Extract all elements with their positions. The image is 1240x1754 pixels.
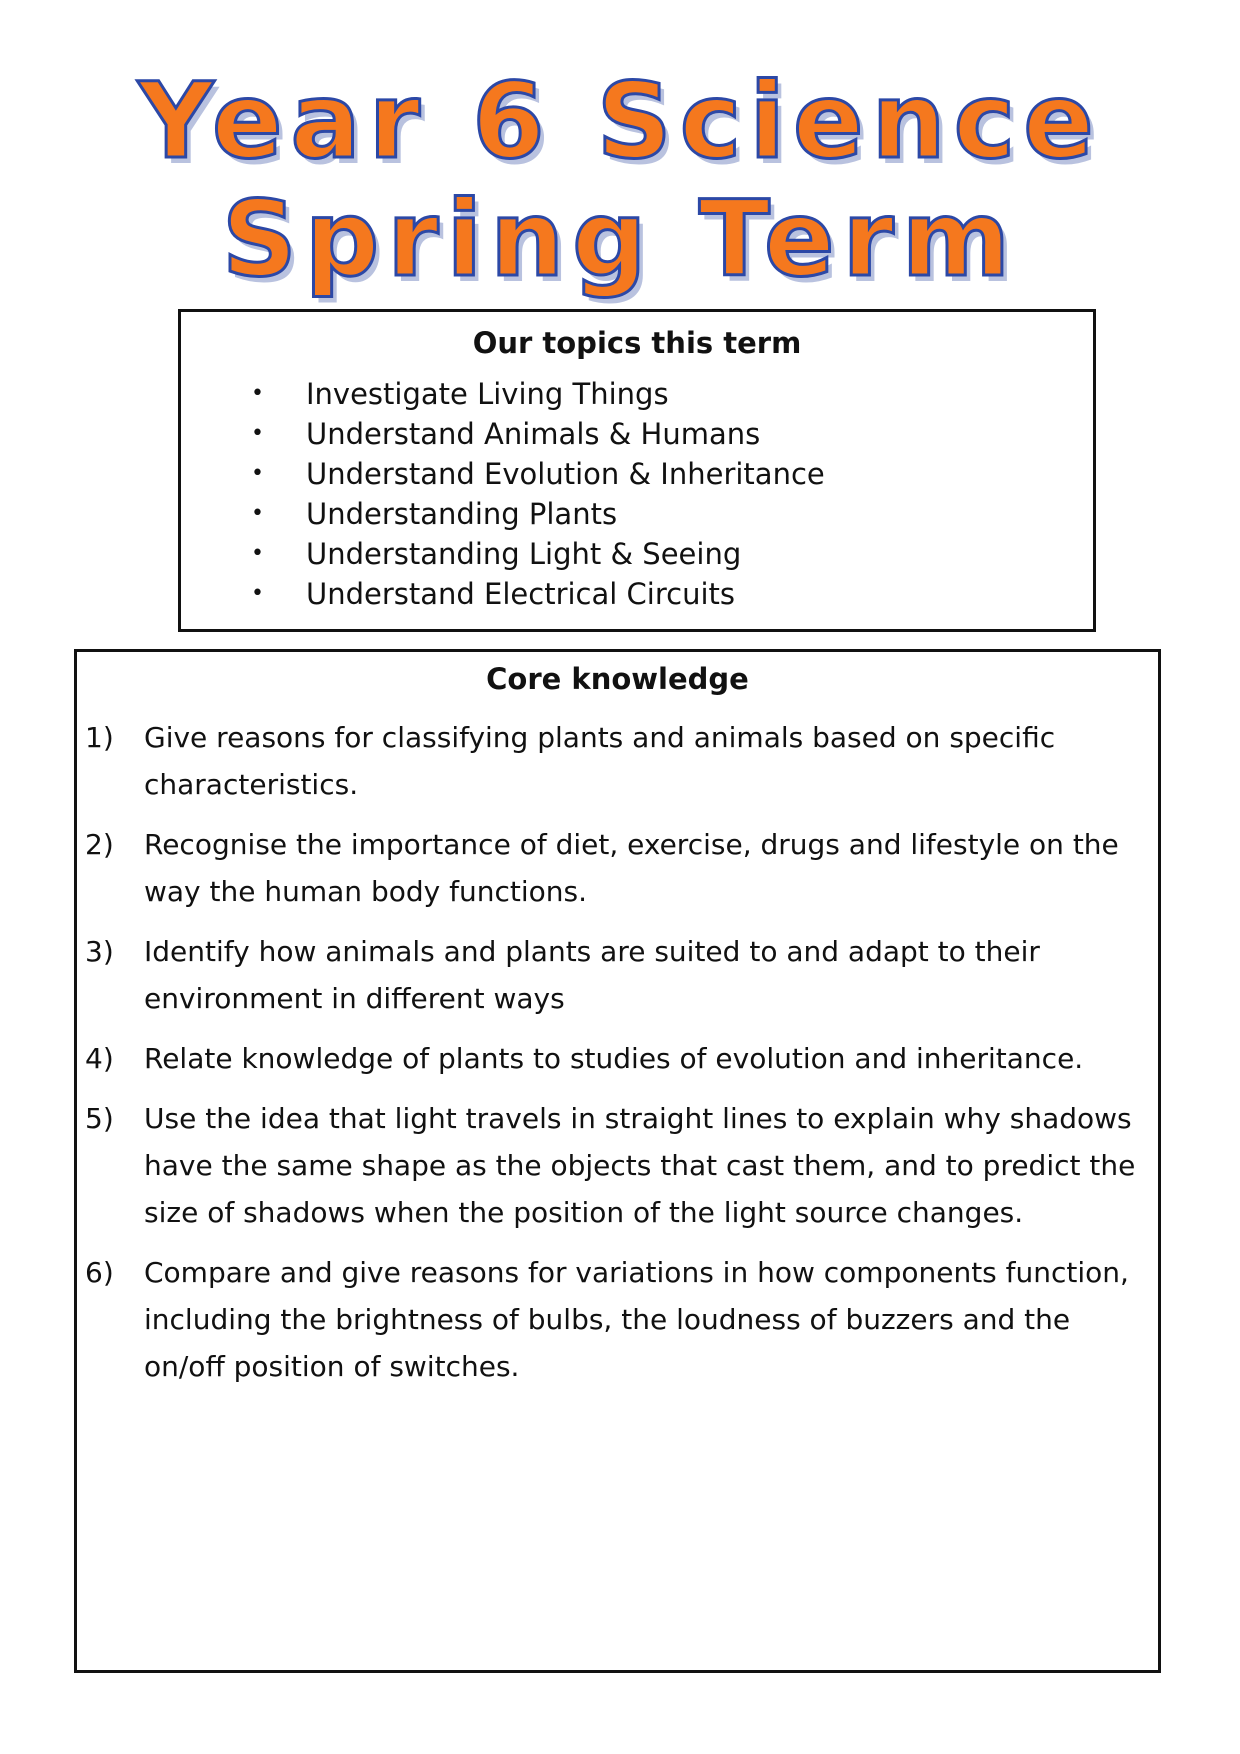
core-knowledge-box bbox=[74, 649, 1161, 1673]
bullet-icon: • bbox=[251, 541, 264, 566]
page-title bbox=[0, 62, 1240, 298]
topics-box bbox=[178, 309, 1096, 632]
list-item bbox=[77, 1035, 1158, 1082]
item-number: 1) bbox=[85, 721, 114, 754]
topics-heading: Our topics this term bbox=[472, 326, 802, 360]
item-text: Relate knowledge of plants to studies of evolution and inheritance. bbox=[144, 1042, 1084, 1075]
topic-text: Understanding Plants bbox=[306, 497, 618, 531]
list-item bbox=[77, 1095, 1158, 1236]
list-item bbox=[77, 928, 1158, 1022]
title-line-1: Year 6 Science bbox=[138, 60, 1102, 182]
bullet-icon: • bbox=[251, 381, 264, 406]
list-item bbox=[181, 454, 1093, 494]
item-text: Use the idea that light travels in straight lines to explain why shadows have the same shape as the objects that cast them, and to predict the size of shadows when the position of the light source changes. bbox=[144, 1102, 1136, 1229]
topic-text: Investigate Living Things bbox=[306, 377, 669, 411]
list-item bbox=[181, 574, 1093, 614]
item-number: 4) bbox=[85, 1042, 114, 1075]
list-item bbox=[181, 374, 1093, 414]
item-number: 3) bbox=[85, 935, 114, 968]
item-number: 6) bbox=[85, 1256, 114, 1289]
core-knowledge-heading: Core knowledge bbox=[486, 662, 749, 696]
title-line-2: Spring Term bbox=[221, 178, 1019, 300]
list-item bbox=[77, 821, 1158, 915]
list-item bbox=[181, 414, 1093, 454]
list-item bbox=[181, 534, 1093, 574]
item-text: Give reasons for classifying plants and animals based on specific characteristics. bbox=[144, 721, 1056, 801]
topics-list bbox=[181, 374, 1093, 614]
bullet-icon: • bbox=[251, 461, 264, 486]
list-item bbox=[77, 714, 1158, 808]
item-number: 5) bbox=[85, 1102, 114, 1135]
bullet-icon: • bbox=[251, 501, 264, 526]
bullet-icon: • bbox=[251, 581, 264, 606]
topic-text: Understand Animals & Humans bbox=[306, 417, 761, 451]
topic-text: Understanding Light & Seeing bbox=[306, 537, 742, 571]
item-text: Identify how animals and plants are suited to and adapt to their environment in different ways bbox=[144, 935, 1040, 1015]
item-text: Recognise the importance of diet, exercise, drugs and lifestyle on the way the human body functions. bbox=[144, 828, 1119, 908]
list-item bbox=[77, 1249, 1158, 1390]
item-number: 2) bbox=[85, 828, 114, 861]
list-item bbox=[181, 494, 1093, 534]
core-knowledge-list bbox=[77, 714, 1158, 1390]
item-text: Compare and give reasons for variations in how components function, including the brightness of bulbs, the loudness of buzzers and the on/off position of switches. bbox=[144, 1256, 1129, 1383]
topic-text: Understand Electrical Circuits bbox=[306, 577, 735, 611]
topic-text: Understand Evolution & Inheritance bbox=[306, 457, 825, 491]
bullet-icon: • bbox=[251, 421, 264, 446]
